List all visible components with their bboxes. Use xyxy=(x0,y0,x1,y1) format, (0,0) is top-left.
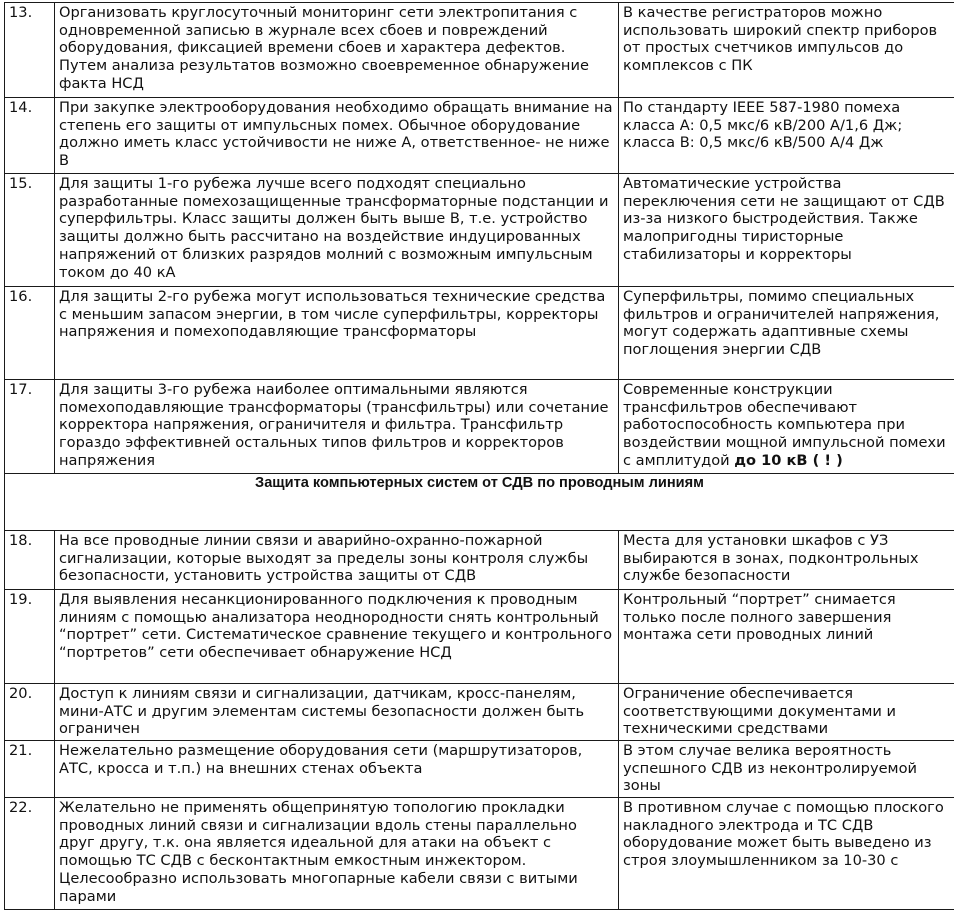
measure-note: Суперфильтры, помимо специальных фильтров и ограничителей напряжения, могут содержать адаптивные схемы поглощения энергии СДВ xyxy=(619,287,954,380)
table-row xyxy=(5,174,954,287)
row-number: 15. xyxy=(5,174,55,287)
measure-note: Контрольный “портрет” снимается только после полного завершения монтажа сети проводных линий xyxy=(619,590,954,684)
section-title: Защита компьютерных систем от СДВ по проводным линиям xyxy=(5,474,954,531)
row-number: 13. xyxy=(5,3,55,98)
measure-text: На все проводные линии связи и аварийно-охранно-пожарной сигнализации, которые выходят за пределы зоны контроля службы безопасности, установить устройства защиты от СДВ xyxy=(55,531,619,590)
measure-text: Желательно не применять общепринятую топологию прокладки проводных линий связи и сигнализации вдоль стены параллельно друг другу, т.к. она является идеальной для атаки на объект с помощью ТС СДВ с бесконтактным емкостным инжектором. Целесообразно использовать многопарные кабели связи с витыми парами xyxy=(55,798,619,910)
table-row xyxy=(5,798,954,910)
measure-note: В этом случае велика вероятность успешного СДВ из неконтролируемой зоны xyxy=(619,741,954,798)
measures-table xyxy=(4,2,954,910)
table-row xyxy=(5,380,954,474)
note-emphasis: до 10 кВ ( ! ) xyxy=(734,452,843,469)
measure-note: Ограничение обеспечивается соответствующими документами и техническими средствами xyxy=(619,684,954,741)
row-number: 16. xyxy=(5,287,55,380)
table-row xyxy=(5,590,954,684)
measure-text: Для защиты 3-го рубежа наиболее оптимальными являются помехоподавляющие трансформаторы (трансфильтры) или сочетание корректора напряжения, ограничителя и фильтра. Трансфильтр гораздо эффективней остальных типов фильтров и корректоров напряжения xyxy=(55,380,619,474)
section-header-row xyxy=(5,474,954,531)
measure-note: Места для установки шкафов с УЗ выбираются в зонах, подконтрольных службе безопасности xyxy=(619,531,954,590)
table-row xyxy=(5,684,954,741)
row-number: 18. xyxy=(5,531,55,590)
row-number: 20. xyxy=(5,684,55,741)
measure-note: Автоматические устройства переключения сети не защищают от СДВ из-за низкого быстродействия. Также малопригодны тиристорные стабилизаторы и корректоры xyxy=(619,174,954,287)
measure-text: При закупке электрооборудования необходимо обращать внимание на степень его защиты от импульсных помех. Обычное оборудование должно иметь класс устойчивости не ниже А, ответственное- не ниже В xyxy=(55,98,619,174)
table-row xyxy=(5,741,954,798)
table-row xyxy=(5,98,954,174)
note-text: Современные конструкции трансфильтров обеспечивают работоспособность компьютера при воздействии мощной импульсной помехи с амплитудой xyxy=(623,381,946,469)
row-number: 14. xyxy=(5,98,55,174)
measure-note xyxy=(619,380,954,474)
measure-text: Для выявления несанкционированного подключения к проводным линиям с помощью анализатора неоднородности снять контрольный “портрет” сети. Систематическое сравнение текущего и контрольного “портретов” сети обеспечивает обнаружение НСД xyxy=(55,590,619,684)
measure-text: Для защиты 1-го рубежа лучше всего подходят специально разработанные помехозащищенные трансформаторные подстанции и суперфильтры. Класс защиты должен быть выше В, т.е. устройство защиты должно быть рассчитано на воздействие индуцированных напряжений от близких разрядов молний с возможным импульсным током до 40 кА xyxy=(55,174,619,287)
measure-note: По стандарту IEEE 587-1980 помеха класса А: 0,5 мкс/6 кВ/200 А/1,6 Дж; класса В: 0,5 мкс/6 кВ/500 А/4 Дж xyxy=(619,98,954,174)
measure-note: В противном случае с помощью плоского накладного электрода и ТС СДВ оборудование может быть выведено из строя злоумышленником за 10-30 с xyxy=(619,798,954,910)
table-row xyxy=(5,287,954,380)
measure-text: Доступ к линиям связи и сигнализации, датчикам, кросс-панелям, мини-АТС и другим элементам системы безопасности должен быть ограничен xyxy=(55,684,619,741)
measure-text: Нежелательно размещение оборудования сети (маршрутизаторов, АТС, кросса и т.п.) на внешних стенах объекта xyxy=(55,741,619,798)
row-number: 22. xyxy=(5,798,55,910)
row-number: 17. xyxy=(5,380,55,474)
row-number: 19. xyxy=(5,590,55,684)
measure-text: Организовать круглосуточный мониторинг сети электропитания с одновременной записью в журнале всех сбоев и повреждений оборудования, фиксацией времени сбоев и характера дефектов. Путем анализа результатов возможно своевременное обнаружение факта НСД xyxy=(55,3,619,98)
measure-text: Для защиты 2-го рубежа могут использоваться технические средства с меньшим запасом энергии, в том числе суперфильтры, корректоры напряжения и помехоподавляющие трансформаторы xyxy=(55,287,619,380)
row-number: 21. xyxy=(5,741,55,798)
table-row xyxy=(5,3,954,98)
measure-note: В качестве регистраторов можно использовать широкий спектр приборов от простых счетчиков импульсов до комплексов с ПК xyxy=(619,3,954,98)
table-row xyxy=(5,531,954,590)
